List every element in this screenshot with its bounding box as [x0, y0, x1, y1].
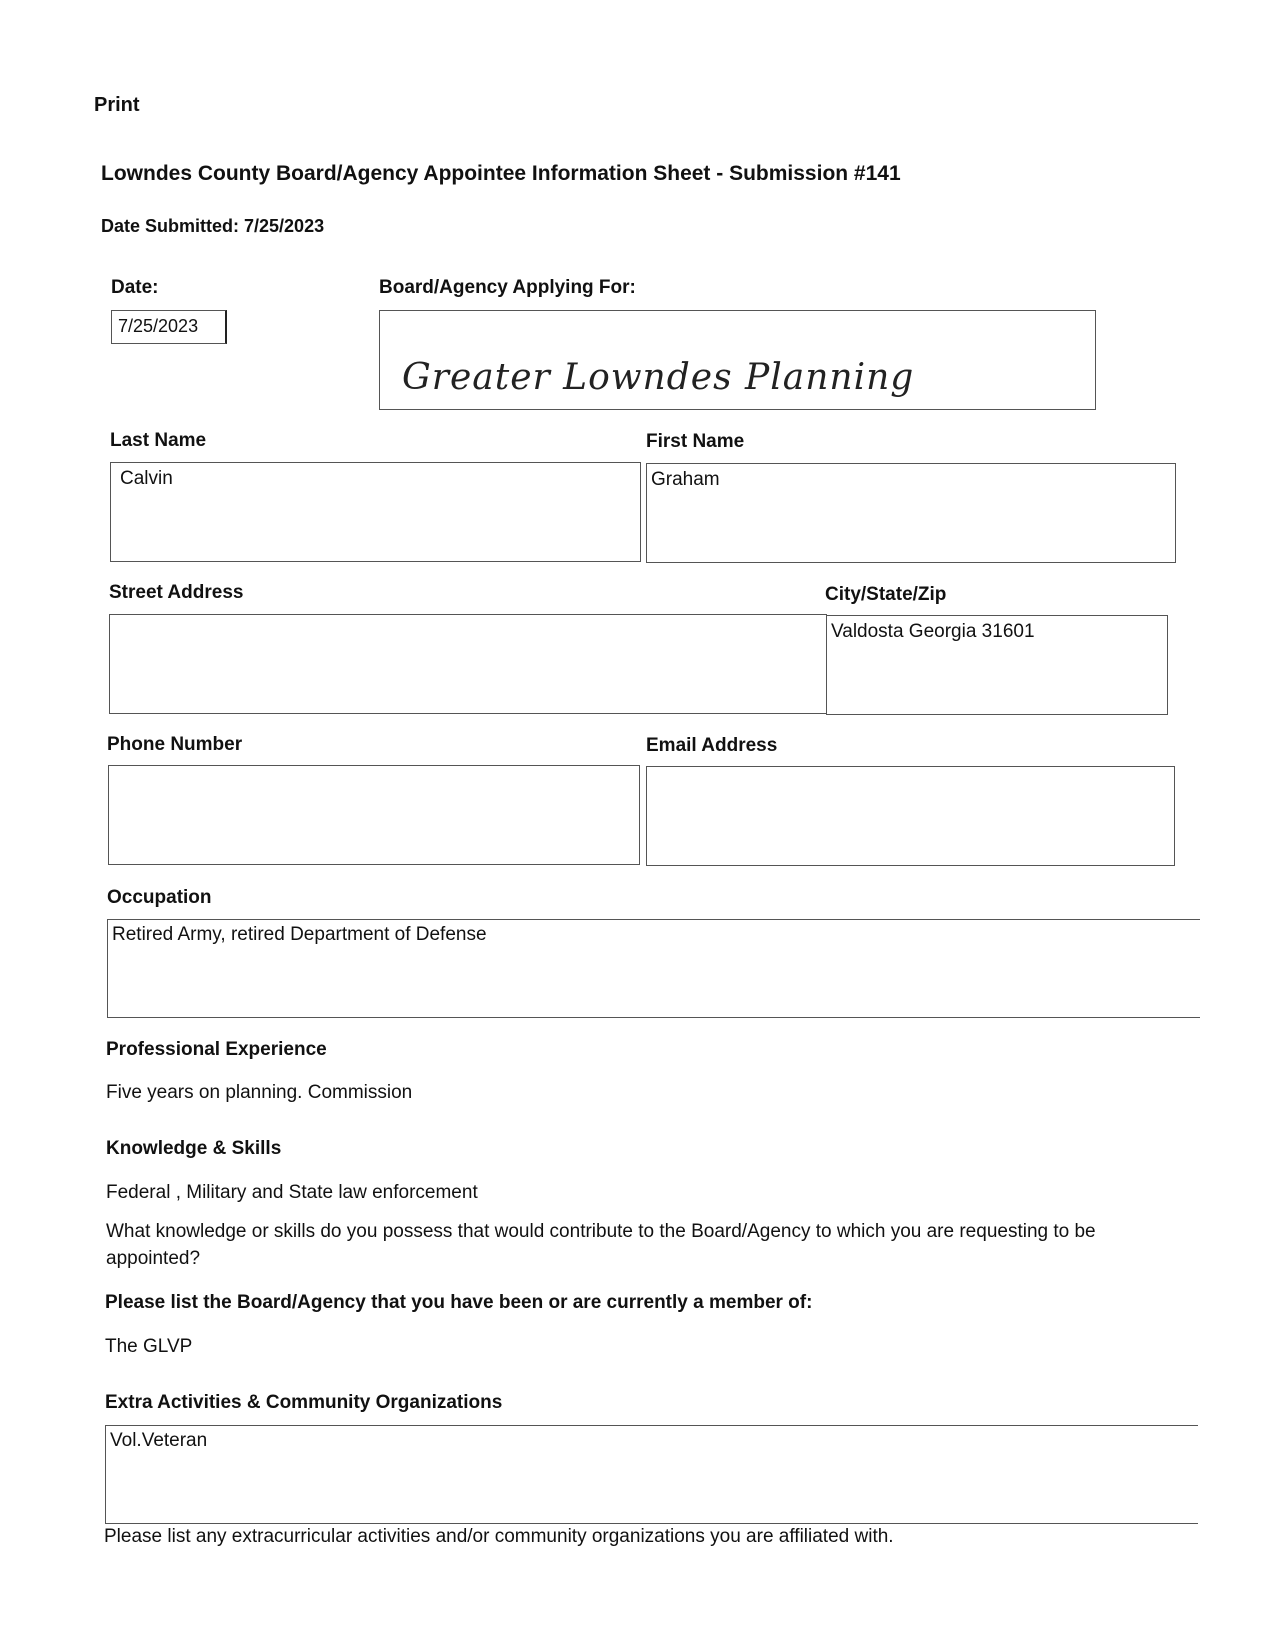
first-name-field[interactable]: [646, 463, 1176, 563]
activities-value: Vol.Veteran: [110, 1430, 208, 1451]
phone-field[interactable]: [108, 765, 640, 865]
print-link[interactable]: Print: [94, 94, 140, 116]
occupation-value: Retired Army, retired Department of Defense: [112, 924, 487, 945]
experience-label: Professional Experience: [106, 1039, 327, 1060]
last-name-value: Calvin: [120, 468, 173, 489]
activities-help-text: Please list any extracurricular activities and/or community organizations you are affiliated with.: [104, 1526, 894, 1547]
occupation-field[interactable]: [107, 919, 1200, 1018]
activities-field[interactable]: [105, 1425, 1198, 1524]
date-label: Date:: [111, 277, 159, 298]
phone-label: Phone Number: [107, 734, 243, 755]
first-name-label: First Name: [646, 431, 745, 452]
city-label: City/State/Zip: [825, 584, 947, 605]
date-submitted: Date Submitted: 7/25/2023: [101, 216, 325, 236]
first-name-value: Graham: [651, 469, 720, 490]
page-title: Lowndes County Board/Agency Appointee Information Sheet - Submission #141: [101, 162, 901, 185]
experience-value: Five years on planning. Commission: [106, 1082, 413, 1103]
city-value: Valdosta Georgia 31601: [831, 621, 1035, 642]
date-field[interactable]: [111, 310, 227, 344]
street-label: Street Address: [109, 582, 244, 603]
email-field[interactable]: [646, 766, 1175, 866]
knowledge-help-text: What knowledge or skills do you possess that would contribute to the Board/Agency to which you are requesting to be appointed?: [106, 1221, 1096, 1269]
board-field[interactable]: [379, 310, 1096, 410]
date-value: 7/25/2023: [118, 316, 199, 336]
street-field[interactable]: [109, 614, 827, 714]
board-value-handwritten: Greater Lowndes Planning: [402, 357, 915, 398]
knowledge-value: Federal , Military and State law enforcement: [106, 1182, 478, 1203]
email-label: Email Address: [646, 735, 778, 756]
city-field[interactable]: [826, 615, 1168, 715]
last-name-label: Last Name: [110, 430, 207, 451]
boards-label: Please list the Board/Agency that you have been or are currently a member of:: [105, 1292, 813, 1313]
knowledge-label: Knowledge & Skills: [106, 1138, 282, 1159]
activities-label: Extra Activities & Community Organizations: [105, 1392, 503, 1413]
boards-value: The GLVP: [105, 1336, 193, 1357]
last-name-field[interactable]: [110, 462, 641, 562]
board-label: Board/Agency Applying For:: [379, 277, 636, 298]
occupation-label: Occupation: [107, 887, 212, 908]
